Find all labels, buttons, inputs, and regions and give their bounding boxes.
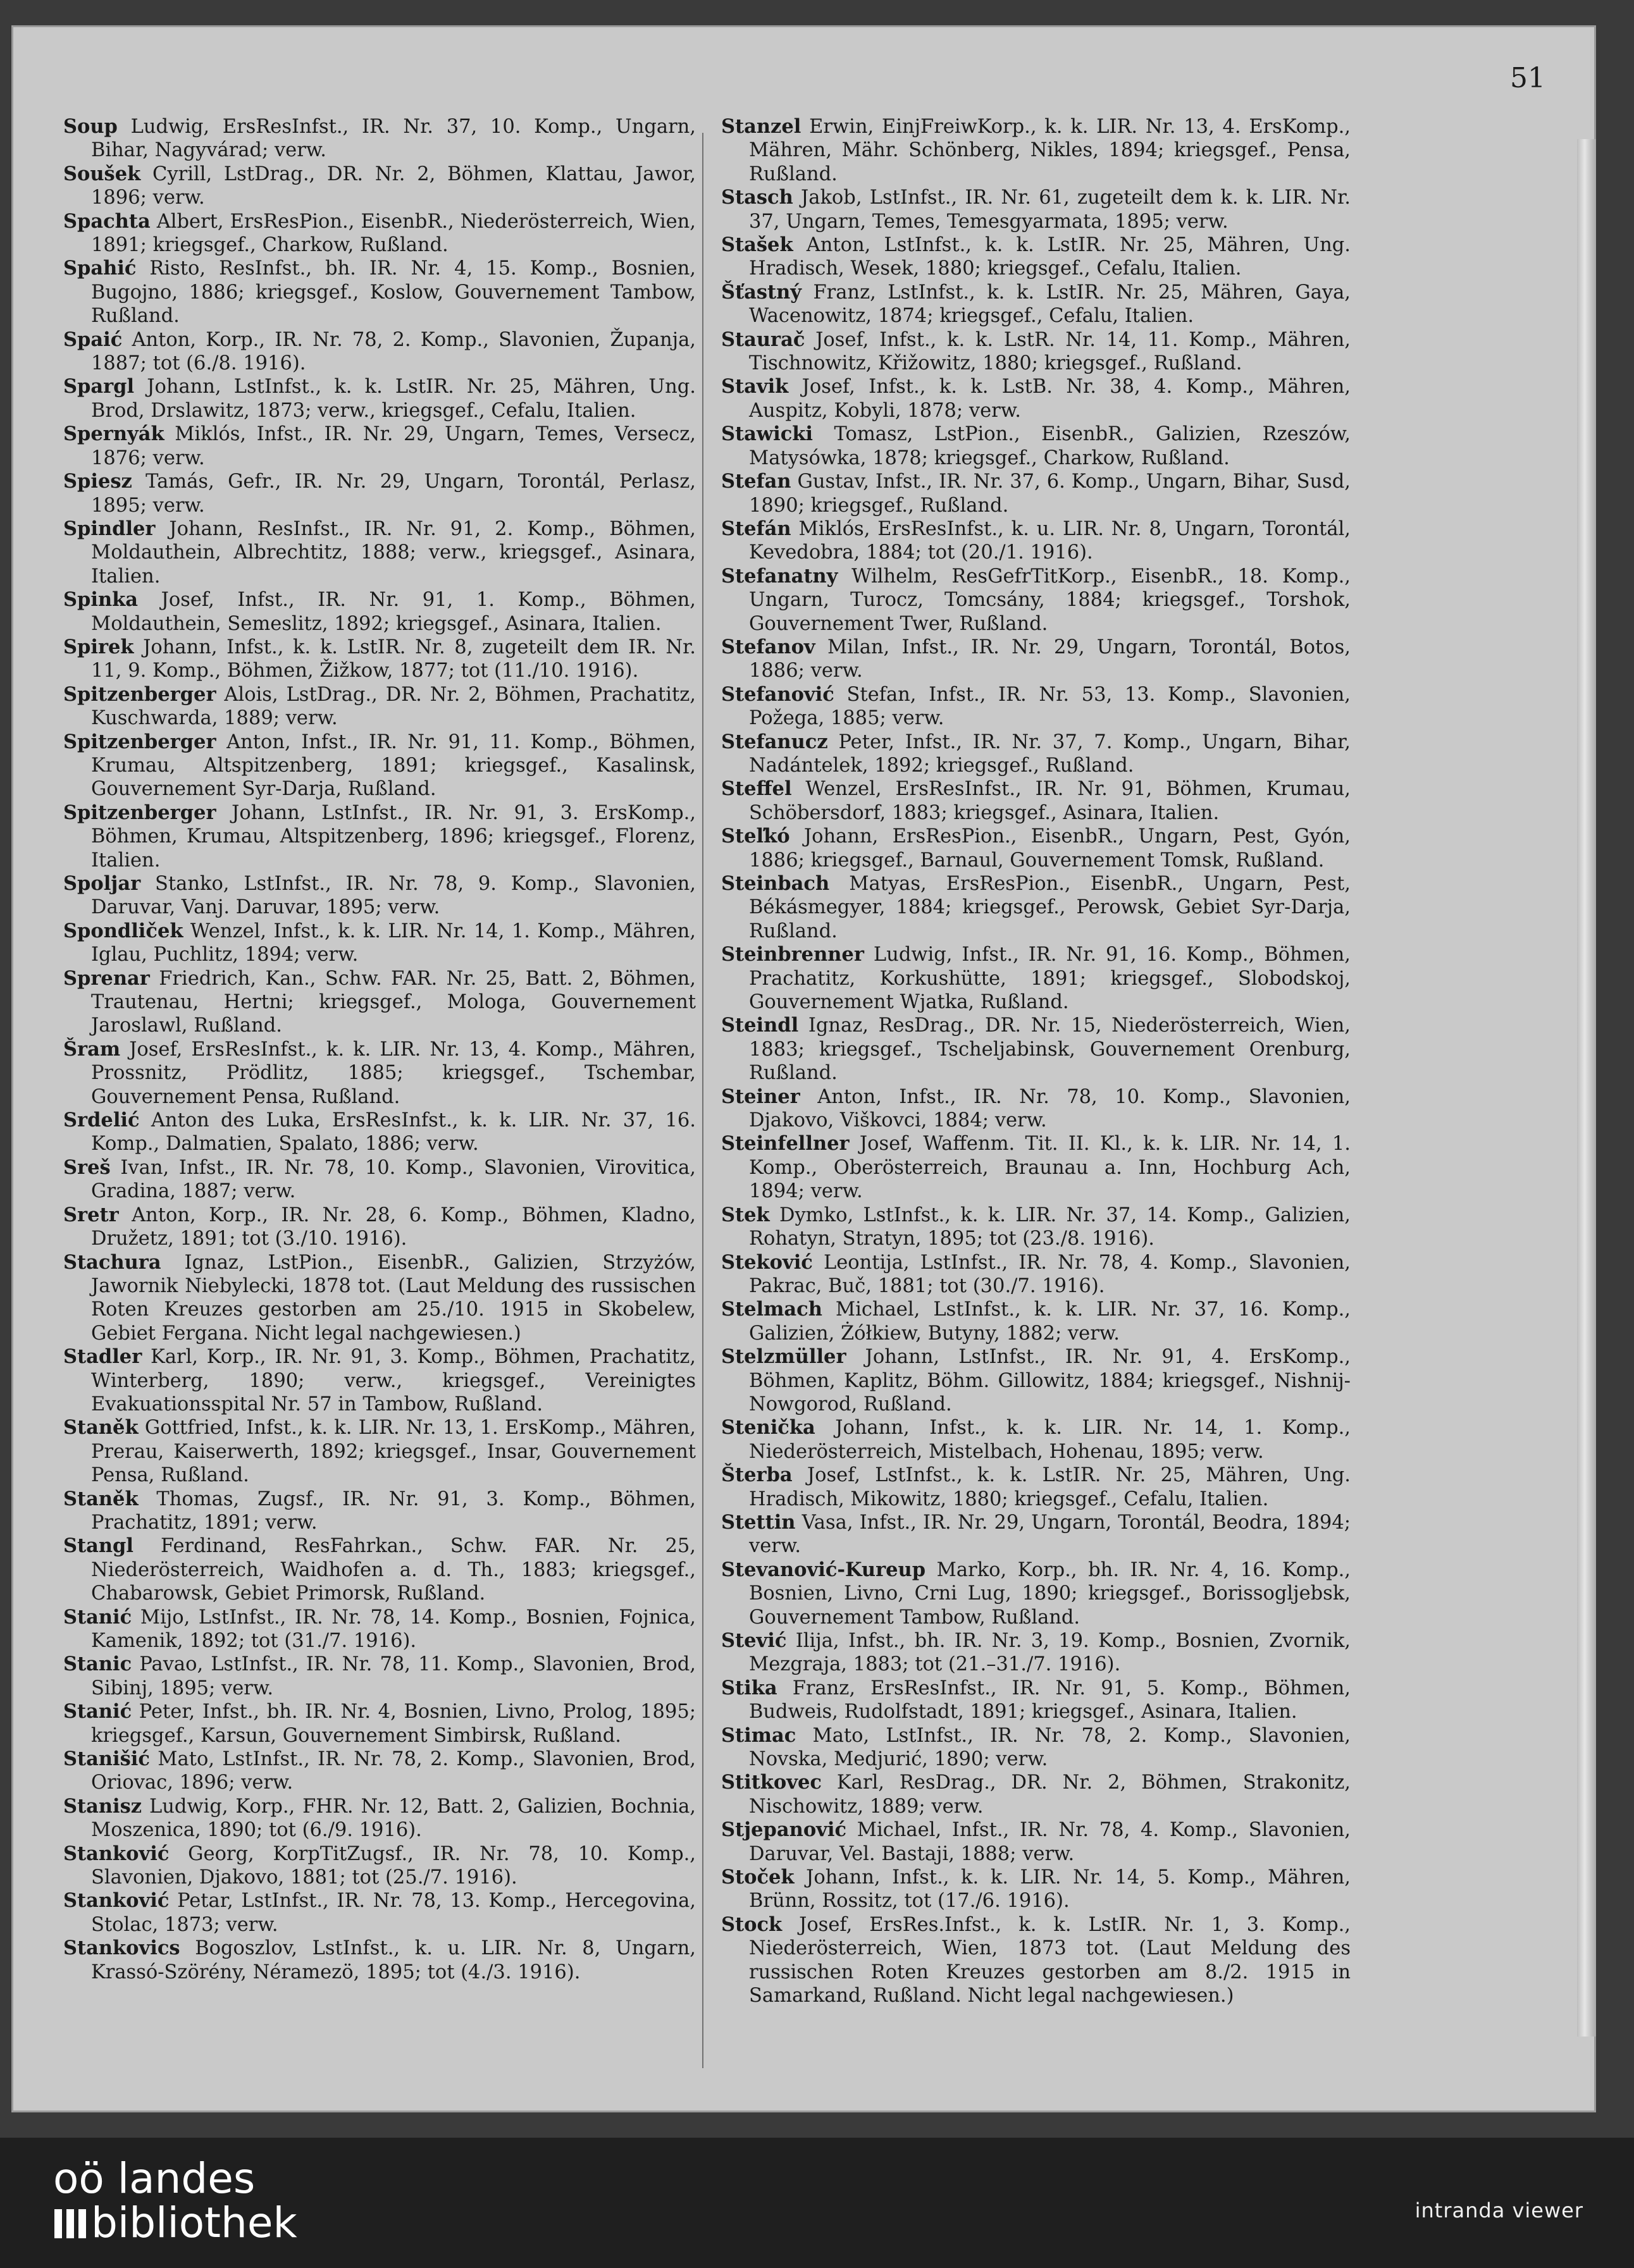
- entry-surname: Stevanović-Kureup: [721, 1558, 926, 1581]
- list-entry: [63, 115, 696, 163]
- entry-surname: Stasch: [721, 186, 793, 209]
- entry-surname: Staněk: [63, 1416, 139, 1439]
- entry-details: Josef, ErsResInfst., k. k. LIR. Nr. 13, 4. Komp., Mähren, Prossnitz, Prödlitz, 1885; kriegsgef., Tschembar, Gouvernement Pensa, Rußland.: [91, 1038, 696, 1108]
- list-entry: [63, 328, 696, 376]
- entry-surname: Stefanatny: [721, 564, 838, 588]
- list-entry: [63, 1795, 696, 1842]
- entry-surname: Stanisz: [63, 1794, 142, 1818]
- entry-details: Karl, ResDrag., DR. Nr. 2, Böhmen, Strakonitz, Nischowitz, 1889; verw.: [749, 1772, 1351, 1818]
- entry-details: Erwin, EinjFreiwKorp., k. k. LIR. Nr. 13, 4. ErsKomp., Mähren, Mähr. Schönberg, Nikles, 1894; kriegsgef., Pensa, Rußland.: [749, 116, 1351, 185]
- entry-surname: Stanzel: [721, 115, 802, 138]
- list-entry: [721, 777, 1351, 825]
- list-entry: [63, 1345, 696, 1416]
- entry-details: Vasa, Infst., IR. Nr. 29, Ungarn, Torontál, Beodra, 1894; verw.: [749, 1511, 1351, 1558]
- list-entry: [63, 1937, 696, 1984]
- viewer-label[interactable]: intranda viewer: [1414, 2198, 1583, 2222]
- list-entry: [721, 1298, 1351, 1345]
- entry-details: Johann, ErsResPion., EisenbR., Ungarn, Pest, Gyón, 1886; kriegsgef., Barnaul, Gouvernement Tomsk, Rußland.: [749, 825, 1351, 872]
- entry-details: Cyrill, LstDrag., DR. Nr. 2, Böhmen, Klattau, Jawor, 1896; verw.: [91, 163, 696, 209]
- list-entry: [63, 257, 696, 328]
- entry-surname: Spoljar: [63, 872, 141, 895]
- list-entry: [721, 1511, 1351, 1558]
- entry-surname: Steľkó: [721, 825, 790, 848]
- list-entry: [63, 1889, 696, 1937]
- entry-details: Michael, LstInfst., k. k. LIR. Nr. 37, 16. Komp., Galizien, Żółkiew, Butyny, 1882; verw.: [749, 1298, 1351, 1345]
- entry-details: Alois, LstDrag., DR. Nr. 2, Böhmen, Prachatitz, Kuschwarda, 1889; verw.: [91, 683, 696, 730]
- entry-surname: Stefán: [721, 517, 791, 540]
- logo-line-2: [53, 2198, 297, 2247]
- entry-surname: Spinka: [63, 588, 139, 612]
- list-entry: [721, 1416, 1351, 1464]
- entry-details: Ilija, Infst., bh. IR. Nr. 3, 19. Komp., Bosnien, Zvornik, Mezgraja, 1883; tot (21.–31./7. 1916).: [749, 1630, 1351, 1676]
- entry-details: Marko, Korp., bh. IR. Nr. 4, 16. Komp., Bosnien, Livno, Crni Lug, 1890; kriegsgef., Borissogljebsk, Gouvernement Tambow, Rußland.: [749, 1558, 1351, 1629]
- entry-surname: Sretr: [63, 1203, 119, 1226]
- list-entry: [721, 375, 1351, 422]
- entry-surname: Steiner: [721, 1085, 800, 1108]
- entry-details: Petar, LstInfst., IR. Nr. 78, 13. Komp., Hercegovina, Stolac, 1873; verw.: [91, 1890, 696, 1936]
- list-entry: [721, 943, 1351, 1014]
- list-entry: [721, 1204, 1351, 1251]
- entry-surname: Stefanov: [721, 635, 815, 658]
- list-entry: [63, 375, 696, 422]
- entry-surname: Stangl: [63, 1534, 133, 1558]
- list-entry: [721, 730, 1351, 778]
- entry-surname: Stefanović: [721, 682, 834, 706]
- entry-surname: Spernyák: [63, 422, 164, 446]
- list-entry: [63, 1416, 696, 1487]
- entry-details: Josef, Infst., k. k. LstB. Nr. 38, 4. Komp., Mähren, Auspitz, Kobyli, 1878; verw.: [749, 376, 1351, 422]
- list-entry: [63, 872, 696, 920]
- entry-surname: Spahić: [63, 257, 137, 280]
- list-entry: [63, 1156, 696, 1204]
- entry-surname: Spindler: [63, 517, 156, 540]
- list-entry: [721, 565, 1351, 636]
- entry-surname: Stimac: [721, 1723, 796, 1747]
- list-entry: [721, 1771, 1351, 1818]
- entry-surname: Stefan: [721, 470, 791, 493]
- list-entry: [721, 1132, 1351, 1203]
- list-entry: [721, 328, 1351, 376]
- list-entry: [63, 588, 696, 636]
- list-entry: [63, 1747, 696, 1795]
- entry-surname: Stefanucz: [721, 730, 828, 753]
- entry-details: Michael, Infst., IR. Nr. 78, 4. Komp., Slavonien, Daruvar, Vel. Bastaji, 1888; verw.: [749, 1819, 1351, 1865]
- entry-surname: Staněk: [63, 1487, 139, 1510]
- entry-details: Ludwig, ErsResInfst., IR. Nr. 37, 10. Komp., Ungarn, Bihar, Nagyvárad; verw.: [91, 116, 696, 162]
- entry-surname: Spitzenberger: [63, 801, 216, 824]
- page-edge: [1577, 139, 1596, 2037]
- entry-details: Josef, Waffenm. Tit. II. Kl., k. k. LIR. Nr. 14, 1. Komp., Oberösterreich, Braunau a. Inn, Hochburg Ach, 1894; verw.: [749, 1133, 1351, 1203]
- list-entry: [63, 1842, 696, 1890]
- entry-surname: Steković: [721, 1250, 813, 1274]
- entry-details: Anton des Luka, ErsResInfst., k. k. LIR. Nr. 37, 16. Komp., Dalmatien, Spalato, 1886; verw.: [91, 1109, 696, 1156]
- entry-surname: Stanković: [63, 1889, 170, 1913]
- entry-surname: Soušek: [63, 162, 141, 185]
- entry-details: Josef, LstInfst., k. k. LstIR. Nr. 25, Mähren, Ung. Hradisch, Mikowitz, 1880; kriegsgef., Cefalu, Italien.: [749, 1464, 1351, 1510]
- entry-surname: Spaić: [63, 328, 123, 351]
- list-entry: [63, 683, 696, 730]
- list-entry: [721, 1464, 1351, 1511]
- entry-surname: Stawicki: [721, 422, 814, 446]
- entry-surname: Stelmach: [721, 1298, 822, 1321]
- entry-details: Ignaz, ResDrag., DR. Nr. 15, Niederösterreich, Wien, 1883; kriegsgef., Tscheljabinsk, Gouvernement Orenburg, Rußland.: [749, 1014, 1351, 1085]
- entry-surname: Sprenar: [63, 966, 150, 990]
- entry-details: Josef, ErsRes.Infst., k. k. LstIR. Nr. 1, 3. Komp., Niederösterreich, Wien, 1873 tot. (Laut Meldung des russischen Roten Kreuzes gestorben am 8./2. 1915 in Samarkand, Rußland. Nicht legal nachgewiesen.): [749, 1913, 1351, 2007]
- entry-surname: Stachura: [63, 1250, 161, 1274]
- list-entry: [63, 1606, 696, 1653]
- entry-surname: Srdelić: [63, 1109, 140, 1132]
- entry-details: Anton, Infst., IR. Nr. 91, 11. Komp., Böhmen, Krumau, Altspitzenberg, 1891; kriegsgef., Kasalinsk, Gouvernement Syr-Darja, Rußland.: [91, 730, 696, 801]
- entry-surname: Steffel: [721, 777, 792, 801]
- entry-surname: Stitkovec: [721, 1771, 822, 1794]
- list-entry: [721, 1724, 1351, 1772]
- list-entry: [63, 801, 696, 872]
- list-entry: [721, 825, 1351, 872]
- entry-details: Franz, LstInfst., k. k. LstIR. Nr. 25, Mähren, Gaya, Wacenowitz, 1874; kriegsgef., Cefalu, Italien.: [749, 281, 1351, 328]
- entry-details: Friedrich, Kan., Schw. FAR. Nr. 25, Batt. 2, Böhmen, Trautenau, Hertni; kriegsgef., Mologa, Gouvernement Jaroslawl, Rußland.: [91, 967, 696, 1037]
- entry-details: Ludwig, Korp., FHR. Nr. 12, Batt. 2, Galizien, Bochnia, Moszenica, 1890; tot (6./9. 1916).: [91, 1795, 696, 1842]
- list-entry: [721, 115, 1351, 186]
- entry-details: Wenzel, ErsResInfst., IR. Nr. 91, Böhmen, Krumau, Schöbersdorf, 1883; kriegsgef., Asinara, Italien.: [749, 778, 1351, 824]
- list-entry: [721, 1558, 1351, 1629]
- list-entry: [721, 1345, 1351, 1416]
- entry-surname: Šram: [63, 1037, 121, 1061]
- entry-surname: Šťastný: [721, 280, 802, 304]
- page-number: 51: [1510, 62, 1545, 94]
- entry-surname: Šterba: [721, 1464, 793, 1487]
- entry-details: Stanko, LstInfst., IR. Nr. 78, 9. Komp., Slavonien, Daruvar, Vanj. Daruvar, 1895; verw.: [91, 873, 696, 919]
- list-entry: [721, 636, 1351, 683]
- entry-surname: Stavik: [721, 375, 789, 398]
- entry-details: Gustav, Infst., IR. Nr. 37, 6. Komp., Ungarn, Bihar, Susd, 1890; kriegsgef., Rußland.: [749, 471, 1351, 517]
- entry-surname: Steinbach: [721, 872, 830, 895]
- right-column: [721, 115, 1351, 2008]
- list-entry: [63, 517, 696, 588]
- entry-surname: Stević: [721, 1629, 787, 1652]
- entry-surname: Stankovics: [63, 1937, 180, 1960]
- entry-details: Ludwig, Infst., IR. Nr. 91, 16. Komp., Böhmen, Prachatitz, Korkushütte, 1891; kriegsgef., Slobodskoj, Gouvernement Wjatka, Rußland.: [749, 944, 1351, 1014]
- entry-details: Josef, Infst., k. k. LstR. Nr. 14, 11. Komp., Mähren, Tischnowitz, Křižowitz, 1880; kriegsgef., Rußland.: [749, 328, 1351, 375]
- entry-details: Pavao, LstInfst., IR. Nr. 78, 11. Komp., Slavonien, Brod, Sibinj, 1895; verw.: [91, 1653, 696, 1699]
- entry-surname: Soup: [63, 115, 118, 138]
- entry-details: Wilhelm, ResGefrTitKorp., EisenbR., 18. Komp., Ungarn, Turocz, Tomcsány, 1884; kriegsgef., Torshok, Gouvernement Twer, Rußland.: [749, 565, 1351, 635]
- entry-surname: Spargl: [63, 375, 135, 398]
- entry-details: Anton, Korp., IR. Nr. 28, 6. Komp., Böhmen, Kladno, Družetz, 1891; tot (3./10. 1916).: [91, 1204, 696, 1250]
- entry-details: Johann, ResInfst., IR. Nr. 91, 2. Komp., Böhmen, Moldauthein, Albrechtitz, 1888; verw., kriegsgef., Asinara, Italien.: [91, 517, 696, 588]
- list-entry: [721, 1251, 1351, 1298]
- entry-details: Johann, LstInfst., IR. Nr. 91, 3. ErsKomp., Böhmen, Krumau, Altspitzenberg, 1896; kriegsgef., Florenz, Italien.: [91, 801, 696, 872]
- entry-surname: Spachta: [63, 209, 151, 233]
- entry-details: Peter, Infst., bh. IR. Nr. 4, Bosnien, Livno, Prolog, 1895; kriegsgef., Karsun, Gouvernement Simbirsk, Rußland.: [91, 1701, 696, 1747]
- list-entry: [63, 470, 696, 517]
- entry-surname: Steinfellner: [721, 1132, 850, 1156]
- entry-details: Johann, LstInfst., IR. Nr. 91, 4. ErsKomp., Böhmen, Kaplitz, Böhm. Gillowitz, 1884; kriegsgef., Nishnij-Nowgorod, Rußland.: [749, 1346, 1351, 1415]
- list-entry: [63, 636, 696, 683]
- entry-details: Anton, Korp., IR. Nr. 78, 2. Komp., Slavonien, Županja, 1887; tot (6./8. 1916).: [91, 328, 696, 375]
- list-entry: [63, 210, 696, 257]
- entry-surname: Stanic: [63, 1653, 132, 1676]
- entry-surname: Stanić: [63, 1605, 132, 1629]
- column-divider: [702, 133, 703, 2068]
- entry-details: Josef, Infst., IR. Nr. 91, 1. Komp., Böhmen, Moldauthein, Semeslitz, 1892; kriegsgef., Asinara, Italien.: [91, 589, 696, 635]
- entry-details: Mato, LstInfst., IR. Nr. 78, 2. Komp., Slavonien, Brod, Oriovac, 1896; verw.: [91, 1748, 696, 1794]
- list-entry: [63, 920, 696, 967]
- entry-surname: Stettin: [721, 1510, 796, 1534]
- list-entry: [63, 1653, 696, 1700]
- entry-surname: Stoček: [721, 1866, 795, 1889]
- entry-details: Johann, Infst., k. k. LstIR. Nr. 8, zugeteilt dem IR. Nr. 11, 9. Komp., Böhmen, Žižkow, 1877; tot (11./10. 1916).: [91, 636, 696, 682]
- list-entry: [63, 1700, 696, 1747]
- list-entry: [721, 1629, 1351, 1677]
- entry-surname: Sreš: [63, 1156, 111, 1179]
- list-entry: [63, 730, 696, 801]
- list-entry: [721, 470, 1351, 517]
- list-entry: [63, 1534, 696, 1605]
- entry-surname: Stanić: [63, 1700, 132, 1723]
- list-entry: [721, 1014, 1351, 1085]
- entry-details: Johann, Infst., k. k. LIR. Nr. 14, 1. Komp., Niederösterreich, Mistelbach, Hohenau, 1895; verw.: [749, 1417, 1351, 1463]
- list-entry: [721, 872, 1351, 943]
- logo-line-1: oö landes: [53, 2154, 256, 2203]
- entry-surname: Stenička: [721, 1416, 815, 1439]
- list-entry: [721, 517, 1351, 565]
- list-entry: [721, 1085, 1351, 1133]
- entry-surname: Steinbrenner: [721, 943, 864, 966]
- list-entry: [63, 163, 696, 210]
- entry-details: Anton, Infst., IR. Nr. 78, 10. Komp., Slavonien, Djakovo, Viškovci, 1884; verw.: [749, 1085, 1351, 1132]
- entry-details: Albert, ErsResPion., EisenbR., Niederösterreich, Wien, 1891; kriegsgef., Charkow, Rußland.: [91, 210, 696, 257]
- entry-details: Leontija, LstInfst., IR. Nr. 78, 4. Komp., Slavonien, Pakrac, Buč, 1881; tot (30./7. 1916).: [749, 1251, 1351, 1297]
- list-entry: [63, 1251, 696, 1346]
- entry-details: Jakob, LstInfst., IR. Nr. 61, zugeteilt dem k. k. LIR. Nr. 37, Ungarn, Temes, Temesgyarmata, 1895; verw.: [749, 187, 1351, 233]
- library-logo[interactable]: [53, 2154, 297, 2247]
- entry-details: Ivan, Infst., IR. Nr. 78, 10. Komp., Slavonien, Virovitica, Gradina, 1887; verw.: [91, 1156, 696, 1203]
- entry-details: Georg, KorpTitZugsf., IR. Nr. 78, 10. Komp., Slavonien, Djakovo, 1881; tot (25./7. 1916).: [91, 1842, 696, 1889]
- entry-details: Miklós, ErsResInfst., k. u. LIR. Nr. 8, Ungarn, Torontál, Kevedobra, 1884; tot (20./1. 1916).: [749, 517, 1351, 564]
- list-entry: [721, 281, 1351, 328]
- entry-details: Miklós, Infst., IR. Nr. 29, Ungarn, Temes, Versecz, 1876; verw.: [91, 423, 696, 469]
- entry-surname: Stek: [721, 1203, 770, 1226]
- list-entry: [721, 683, 1351, 730]
- list-entry: [721, 233, 1351, 281]
- entry-details: Anton, LstInfst., k. k. LstIR. Nr. 25, Mähren, Ung. Hradisch, Wesek, 1880; kriegsgef., Cefalu, Italien.: [749, 234, 1351, 280]
- entry-surname: Stika: [721, 1676, 777, 1699]
- entry-details: Johann, Infst., k. k. LIR. Nr. 14, 5. Komp., Mähren, Brünn, Rossitz, tot (17./6. 1916).: [749, 1866, 1351, 1913]
- entry-surname: Stjepanović: [721, 1818, 847, 1842]
- entry-details: Ferdinand, ResFahrkan., Schw. FAR. Nr. 25, Niederösterreich, Waidhofen a. d. Th., 1883; kriegsgef., Chabarowsk, Gebiet Primorsk, Rußland.: [91, 1535, 696, 1605]
- list-entry: [63, 422, 696, 470]
- entry-details: Dymko, LstInfst., k. k. LIR. Nr. 37, 14. Komp., Galizien, Rohatyn, Stratyn, 1895; tot (23./8. 1916).: [749, 1204, 1351, 1250]
- entry-surname: Spitzenberger: [63, 730, 216, 753]
- list-entry: [721, 422, 1351, 470]
- entry-surname: Staurač: [721, 328, 805, 351]
- entry-details: Stefan, Infst., IR. Nr. 53, 13. Komp., Slavonien, Požega, 1885; verw.: [749, 683, 1351, 730]
- entry-surname: Spondliček: [63, 919, 183, 942]
- entry-details: Tamás, Gefr., IR. Nr. 29, Ungarn, Torontál, Perlasz, 1895; verw.: [91, 471, 696, 517]
- entry-surname: Stock: [721, 1913, 783, 1936]
- entry-surname: Stašek: [721, 233, 793, 257]
- list-entry: [63, 1109, 696, 1156]
- entry-details: Milan, Infst., IR. Nr. 29, Ungarn, Torontál, Botos, 1886; verw.: [749, 636, 1351, 682]
- list-entry: [63, 1488, 696, 1535]
- list-entry: [63, 1204, 696, 1251]
- list-entry: [721, 1866, 1351, 1913]
- entry-details: Franz, ErsResInfst., IR. Nr. 91, 5. Komp., Böhmen, Budweis, Rudolfstadt, 1891; kriegsgef., Asinara, Italien.: [749, 1677, 1351, 1723]
- entry-details: Wenzel, Infst., k. k. LIR. Nr. 14, 1. Komp., Mähren, Iglau, Puchlitz, 1894; verw.: [91, 920, 696, 966]
- entry-surname: Steindl: [721, 1014, 799, 1037]
- list-entry: [721, 1913, 1351, 2008]
- entry-details: Johann, LstInfst., k. k. LstIR. Nr. 25, Mähren, Ung. Brod, Drslawitz, 1873; verw., kriegsgef., Cefalu, Italien.: [91, 376, 696, 422]
- entry-surname: Spiesz: [63, 470, 132, 493]
- entry-surname: Stadler: [63, 1345, 142, 1369]
- entry-details: Karl, Korp., IR. Nr. 91, 3. Komp., Böhmen, Prachatitz, Winterberg, 1890; verw., kriegsgef., Vereinigtes Evakuationsspital Nr. 57 in Tambow, Rußland.: [91, 1346, 696, 1415]
- entry-details: Mato, LstInfst., IR. Nr. 78, 2. Komp., Slavonien, Novska, Medjurić, 1890; verw.: [749, 1724, 1351, 1771]
- entry-surname: Stanišić: [63, 1747, 150, 1771]
- logo-line-2-text: bibliothek: [91, 2198, 297, 2247]
- list-entry: [63, 967, 696, 1038]
- entry-details: Mijo, LstInfst., IR. Nr. 78, 14. Komp., Bosnien, Fojnica, Kamenik, 1892; tot (31./7. 1916).: [91, 1606, 696, 1652]
- list-entry: [63, 1038, 696, 1109]
- list-entry: [721, 1818, 1351, 1866]
- list-entry: [721, 1677, 1351, 1724]
- entry-surname: Spitzenberger: [63, 682, 216, 706]
- entry-details: Matyas, ErsResPion., EisenbR., Ungarn, Pest, Békásmegyer, 1884; kriegsgef., Perowsk, Gebiet Syr-Darja, Rußland.: [749, 873, 1351, 942]
- bars-icon: [53, 2208, 87, 2240]
- entry-details: Peter, Infst., IR. Nr. 37, 7. Komp., Ungarn, Bihar, Nadántelek, 1892; kriegsgef., Rußland.: [749, 730, 1351, 777]
- entry-details: Risto, ResInfst., bh. IR. Nr. 4, 15. Komp., Bosnien, Bugojno, 1886; kriegsgef., Koslow, Gouvernement Tambow, Rußland.: [91, 257, 696, 328]
- entry-surname: Stelzmüller: [721, 1345, 846, 1369]
- entry-details: Thomas, Zugsf., IR. Nr. 91, 3. Komp., Böhmen, Prachatitz, 1891; verw.: [91, 1488, 696, 1534]
- entry-surname: Spirek: [63, 635, 134, 658]
- entry-details: Bogoszlov, LstInfst., k. u. LIR. Nr. 8, Ungarn, Krassó-Szörény, Néramezö, 1895; tot (4./3. 1916).: [91, 1937, 696, 1983]
- left-column: [63, 115, 696, 1984]
- entry-details: Tomasz, LstPion., EisenbR., Galizien, Rzeszów, Matysówka, 1878; kriegsgef., Charkow, Rußland.: [749, 423, 1351, 469]
- list-entry: [721, 186, 1351, 233]
- entry-details: Ignaz, LstPion., EisenbR., Galizien, Strzyżów, Jawornik Niebylecki, 1878 tot. (Laut Meldung des russischen Roten Kreuzes gestorben am 25./10. 1915 in Skobelew, Gebiet Fergana. Nicht legal nachgewiesen.): [91, 1251, 696, 1345]
- entry-surname: Stanković: [63, 1842, 170, 1865]
- entry-details: Gottfried, Infst., k. k. LIR. Nr. 13, 1. ErsKomp., Mähren, Prerau, Kaiserwerth, 1892; kriegsgef., Insar, Gouvernement Pensa, Rußland.: [91, 1417, 696, 1487]
